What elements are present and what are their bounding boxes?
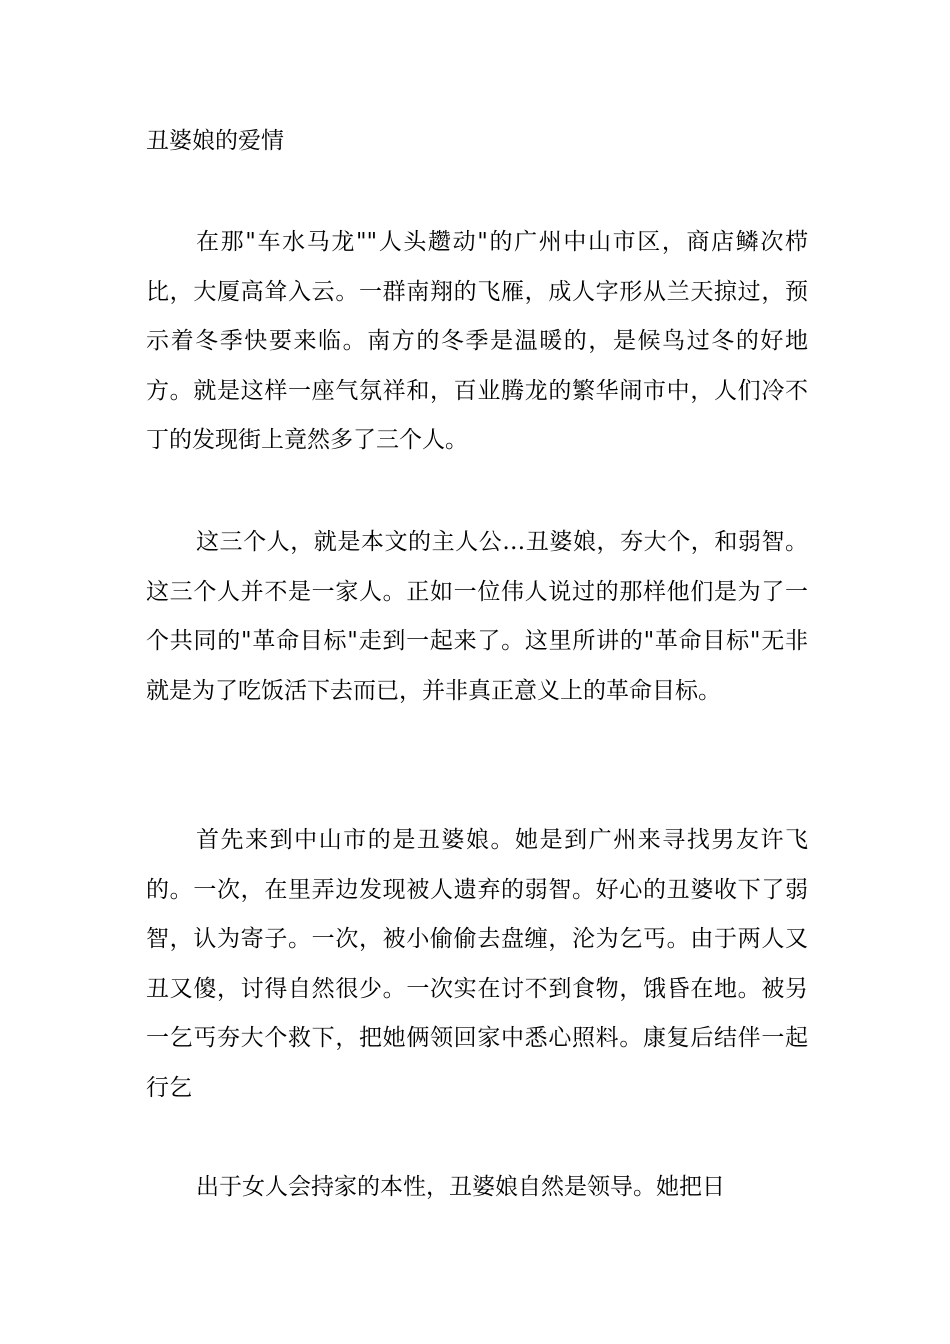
paragraph-1: 在那"车水马龙""人头趱动"的广州中山市区，商店鳞次栉比，大厦高耸入云。一群南翔的飞雁，成人字形从兰天掠过，预示着冬季快要来临。南方的冬季是温暖的，是候鸟过冬的好地方。就是这样一座气氛祥和，百业腾龙的繁华闹市中，人们冷不丁的发现街上竟然多了三个人。 [146,229,808,453]
paragraph-4: 出于女人会持家的本性，丑婆娘自然是领导。她把日 [196,1174,725,1200]
document-title: 丑婆娘的爱情 [146,128,284,154]
paragraph-3: 首先来到中山市的是丑婆娘。她是到广州来寻找男友许飞的。一次，在里弄边发现被人遗弃的弱智。好心的丑婆收下了弱智，认为寄子。一次，被小偷偷去盘缠，沦为乞丐。由于两人又丑又傻，讨得自然很少。一次实在讨不到食物，饿昏在地。被另一乞丐夯大个救下，把她俩领回家中悉心照料。康复后结伴一起行乞 [146,827,808,1101]
paragraph-2: 这三个人，就是本文的主人公…丑婆娘，夯大个，和弱智。这三个人并不是一家人。正如一位伟人说过的那样他们是为了一个共同的"革命目标"走到一起来了。这里所讲的"革命目标"无非就是为了吃饭活下去而已，并非真正意义上的革命目标。 [146,529,808,704]
